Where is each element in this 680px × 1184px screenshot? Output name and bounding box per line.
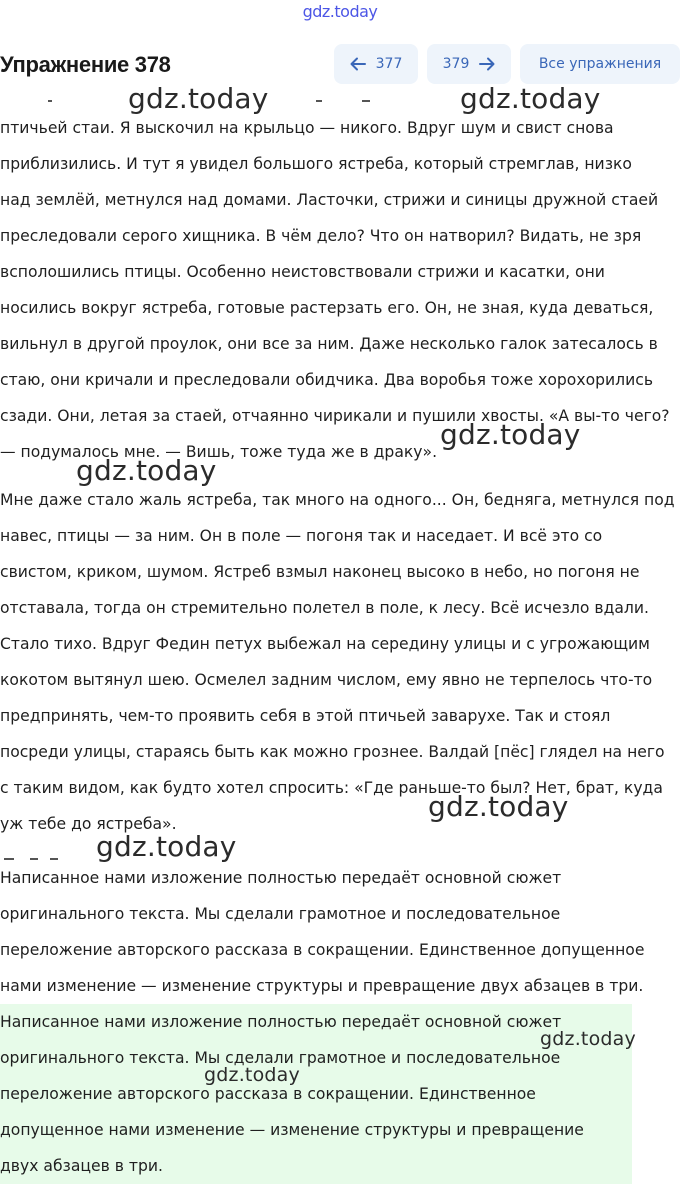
- watermark: gdz.today: [440, 418, 581, 451]
- story-paragraph-2: [0, 482, 680, 842]
- text-line: с таким видом, как будто хотел спросить: «Где раньше-то был? Нет, брат, куда: [0, 779, 663, 797]
- clipped-text-fragment: [48, 100, 52, 102]
- watermark: gdz.today: [76, 454, 217, 487]
- clipped-text-fragment: [362, 100, 370, 102]
- analysis-paragraph: [0, 860, 680, 1004]
- exercise-header: [0, 42, 680, 86]
- text-line: свистом, криком, шумом. Ястреб взмыл наконец высоко в небо, но погоня не: [0, 563, 640, 581]
- arrow-left-icon: [350, 57, 366, 71]
- page-title: Упражнение 378: [0, 52, 171, 77]
- watermark: gdz.today: [96, 830, 237, 863]
- watermark: gdz.today: [540, 1028, 636, 1050]
- text-line: переложение авторского рассказа в сокращении. Единственное допущенное: [0, 941, 645, 959]
- text-line: Написанное нами изложение полностью передаёт основной сюжет: [0, 869, 562, 887]
- text-line: приблизились. И тут я увидел большого ястреба, который стремглав, низко: [0, 155, 632, 173]
- text-line: всполошились птицы. Особенно неистовствовали стрижи и касатки, они: [0, 263, 605, 281]
- text-line: птичьей стаи. Я выскочил на крыльцо — никого. Вдруг шум и свист снова: [0, 119, 614, 137]
- next-exercise-label: 379: [442, 56, 470, 72]
- text-line: кокотом вытянул шею. Осмелел задним числом, ему явно не терпелось что-то: [0, 671, 653, 689]
- text-line: допущенное нами изменение — изменение структуры и превращение: [0, 1121, 584, 1139]
- text-line: преследовали серого хищника. В чём дело? Что он натворил? Видать, не зря: [0, 227, 642, 245]
- text-line: нами изменение — изменение структуры и превращение двух абзацев в три.: [0, 977, 644, 995]
- text-line: посреди улицы, стараясь быть как можно грознее. Валдай [пёс] глядел на него: [0, 743, 665, 761]
- text-line: оригинального текста. Мы сделали грамотное и последовательное: [0, 1049, 561, 1067]
- prev-exercise-button[interactable]: [334, 44, 418, 84]
- story-paragraph-1: [0, 110, 680, 470]
- watermark: gdz.today: [204, 1064, 300, 1086]
- text-line: стаю, они кричали и преследовали обидчика. Два воробья тоже хорохорились: [0, 371, 654, 389]
- arrow-right-icon: [479, 57, 495, 71]
- text-line: отставала, тогда он стремительно полетел в поле, к лесу. Всё исчезло вдали.: [0, 599, 649, 617]
- text-line: уж тебе до ястреба».: [0, 815, 177, 833]
- text-line: Мне даже стало жаль ястреба, так много на одного... Он, бедняга, метнулся под: [0, 491, 675, 509]
- clipped-text-fragment: [316, 100, 322, 102]
- all-exercises-label: Все упражнения: [538, 56, 662, 72]
- watermark: gdz.today: [460, 82, 601, 115]
- text-line: переложение авторского рассказа в сокращении. Единственное: [0, 1085, 536, 1103]
- watermark: gdz.today: [428, 790, 569, 823]
- text-line: сзади. Они, летая за стаей, отчаянно чирикали и пушили хвосты. «А вы-то чего?: [0, 407, 670, 425]
- next-exercise-button[interactable]: [427, 44, 511, 84]
- text-line: — подумалось мне. — Вишь, тоже туда же в драку».: [0, 443, 438, 461]
- text-line: двух абзацев в три.: [0, 1157, 163, 1175]
- watermark: gdz.today: [128, 82, 269, 115]
- text-line: Стало тихо. Вдруг Федин петух выбежал на середину улицы и с угрожающим: [0, 635, 650, 653]
- text-line: вильнул в другой проулок, они все за ним. Даже несколько галок затесалось в: [0, 335, 658, 353]
- text-line: предпринять, чем-то проявить себя в этой птичьей заварухе. Так и стоял: [0, 707, 611, 725]
- text-line: навес, птицы — за ним. Он в поле — погоня так и наседает. И всё это со: [0, 527, 603, 545]
- all-exercises-button[interactable]: [520, 44, 680, 84]
- text-line: носились вокруг ястреба, готовые растерзать его. Он, не зная, куда деваться,: [0, 299, 654, 317]
- text-line: над землёй, метнулся над домами. Ласточки, стрижи и синицы дружной стаей: [0, 191, 659, 209]
- text-line: Написанное нами изложение полностью передаёт основной сюжет: [0, 1013, 562, 1031]
- site-logo[interactable]: gdz.today: [302, 2, 378, 21]
- text-line: оригинального текста. Мы сделали грамотное и последовательное: [0, 905, 561, 923]
- prev-exercise-label: 377: [375, 56, 403, 72]
